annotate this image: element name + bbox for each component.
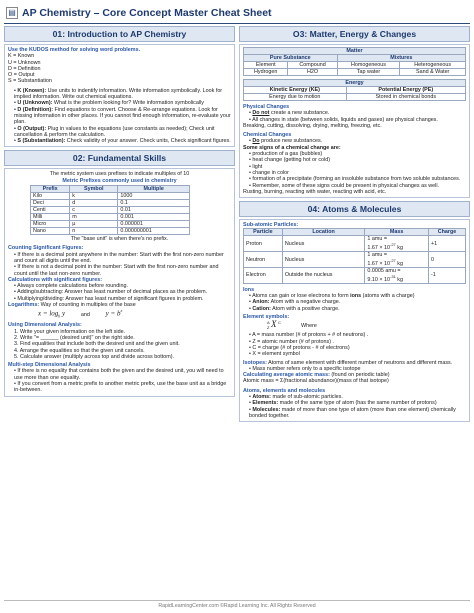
ions-title: Ions	[243, 286, 255, 293]
metric-cell: 0.1	[118, 200, 190, 207]
matter-head: Matter	[244, 48, 466, 55]
kudos-detail: • O (Output): Plug in values to the equations (use constants as needed); Check unit cancellation & perform the calculation.	[14, 125, 215, 138]
kudos-detail: • S (Substantiation): Check validity of your answer. Check units, Check significant figures.	[14, 138, 231, 145]
kudos-item: K = Known	[8, 53, 35, 60]
kudos-item: O = Output	[8, 72, 35, 79]
chem-sign: • heat change (getting hot or cold)	[249, 157, 331, 164]
particle: Neutron	[244, 252, 283, 268]
chem-rule: • Do produce new substances.	[249, 138, 323, 145]
subatomic-row	[244, 268, 466, 284]
metric-cell: k	[70, 193, 118, 200]
chem-sign: • Remember, some of these signs could be present in physical changes as well.	[249, 182, 440, 189]
chem-sign: • production of a gas (bubbles)	[249, 151, 323, 158]
symbol-def: • Z = atomic number (# of protons) .	[249, 338, 335, 345]
mass: 0.0005 amu = $9.10 \times 10^{-31}$ kg	[365, 268, 429, 284]
metric-row	[31, 221, 190, 228]
metric-cell: Milli	[31, 214, 70, 221]
multistep-rule: • If you convert from a metric prefix to another metric prefix, use the base unit as a bridge in-between.	[14, 381, 227, 394]
signs-list	[243, 151, 466, 189]
log-formula: $x = \log_b y$ and $y = b^x$	[38, 308, 123, 320]
logarithms: Logarithms: Way of counting in multiples of the base	[8, 302, 136, 309]
kudos-detail: • U (Unknown): What is the problem looking for? Write information symbolically	[14, 100, 204, 107]
mass: 1 amu = $1.67 \times 10^{-27}$ kg	[365, 236, 429, 252]
metric-row	[31, 214, 190, 221]
section-04-body	[239, 219, 470, 422]
charge: 0	[429, 252, 466, 268]
section-03-body	[239, 44, 470, 198]
dim-analysis-title: Using Dimensional Analysis:	[8, 322, 82, 329]
isotope-bullet: • Mass number refers only to a specific isotope	[249, 365, 361, 372]
section-02-body	[4, 168, 235, 396]
metric-intro: The metric system uses prefixes to indicate multiples of 10	[49, 171, 190, 178]
mass: 1 amu = $1.67 \times 10^{-27}$ kg	[365, 252, 429, 268]
calc-sig-list	[8, 283, 231, 302]
sig-rule-1: • If there is a decimal point anywhere in the number: Start with the first non-zero number and count all digits until the end.	[14, 251, 224, 264]
metric-cell: m	[70, 214, 118, 221]
element-symbols-title: Element symbols:	[243, 314, 290, 321]
symbol-def: • A = mass number (# of protons + # of neutrons) .	[249, 332, 369, 339]
kudos-item: S = Substantiation	[8, 78, 52, 85]
kudos-detail: • K (Known): Use units to indentify information. Write information symbolically. Look for implied information. Write out chemical equations.	[14, 87, 223, 101]
ion-rule: • Anion: Atom with a negative charge.	[249, 299, 341, 306]
dim-step: 3. Find equalities that include both the desired unit and the given unit.	[14, 341, 180, 348]
energy-head: Energy	[244, 80, 466, 87]
dim-step: 5. Calculate answer (multiply across top and divide across bottom).	[14, 353, 174, 360]
average-atomic-mass: Calculating average atomic mass: (found on periodic table)	[243, 372, 390, 379]
section-01-title: 01: Introduction to AP Chemistry	[4, 26, 235, 42]
metric-cell: Micro	[31, 221, 70, 228]
symbol-def: • X = element symbol	[249, 351, 300, 358]
section-03-title: O3: Matter, Energy & Changes	[239, 26, 470, 42]
sig-rule-2: • If there is not a decimal point in the number: Start with the first non-zero number and count until the last non-zero number.	[14, 264, 219, 277]
chem-sign: • light	[249, 163, 263, 170]
dim-step: 1. Write your given information on the left side.	[14, 328, 126, 335]
metric-cell: d	[70, 200, 118, 207]
right-column	[239, 26, 470, 425]
aem-rule: • Atoms: made of sub-atomic particles.	[249, 394, 343, 400]
metric-prefix-table	[30, 185, 190, 235]
dim-step: 2. Write "= ______ (desired unit)" on the right side.	[14, 334, 135, 341]
metric-row	[31, 228, 190, 235]
charge: -1	[429, 268, 466, 284]
physical-rule: • Do not create a new substance.	[249, 110, 330, 117]
calc-rule: • Always complete calculations before rounding.	[14, 283, 128, 290]
metric-cell: 0.000000001	[118, 228, 190, 235]
multistep-rule: • If there is no equality that contains both the given and the desired unit, you will need to use more than one equality.	[14, 368, 224, 381]
metric-row	[31, 200, 190, 207]
metric-row	[31, 193, 190, 200]
metric-cell: Deci	[31, 200, 70, 207]
subatomic-row	[244, 236, 466, 252]
particle: Proton	[244, 236, 283, 252]
metric-cell: 0.000001	[118, 221, 190, 228]
mixtures-head: Mixtures	[337, 55, 465, 62]
kudos-details	[8, 88, 231, 145]
physical-changes-list	[243, 110, 466, 123]
chem-sign: • change in color	[249, 169, 289, 176]
section-01-body	[4, 44, 235, 147]
ion-rule: • Cation: Atom with a positive charge.	[249, 305, 340, 312]
location: Nucleus	[282, 252, 365, 268]
section-04-title: 04: Atoms & Molecules	[239, 201, 470, 217]
element-symbol-list	[243, 332, 466, 357]
aem-title: Atoms, elements and molecules	[243, 387, 326, 394]
kudos-item: D = Definition	[8, 65, 41, 72]
metric-table-title: Metric Prefixes commonly used in chemistry	[62, 177, 177, 184]
kudos-list	[8, 53, 231, 84]
ions-list	[243, 293, 466, 312]
col-multiple: Multiple	[118, 186, 190, 193]
metric-cell: 0.01	[118, 207, 190, 214]
metric-cell: Kilo	[31, 193, 70, 200]
aem-rule: • Elements: made of the same type of atom (has the same number of protons)	[249, 400, 437, 407]
sig-fig-title: Counting Significant Figures:	[8, 245, 84, 252]
metric-cell: 1000	[118, 193, 190, 200]
signs-title: Some signs of a chemical change are:	[243, 144, 341, 151]
section-02-title: 02: Fundamental Skills	[4, 150, 235, 166]
charge: +1	[429, 236, 466, 252]
metric-cell: n	[70, 228, 118, 235]
chem-sign: • formation of a precipitate (forming an insoluble substance from two soluble substances.	[249, 176, 461, 183]
metric-cell: Nano	[31, 228, 70, 235]
energy-table: Energy Kinetic Energy (KE) Potential Energy (PE) Energy due to motion Stored in chemical bonds	[243, 79, 466, 101]
physical-examples: Breaking, cutting, dissolving, drying, melting, freezing, etc.	[243, 122, 382, 129]
aem-list	[243, 394, 466, 419]
left-column	[4, 26, 235, 425]
subatomic-row	[244, 252, 466, 268]
symbol-def: • C = charge (# of protons - # of electrons)	[249, 344, 350, 351]
cheat-sheet-page	[4, 3, 470, 609]
metric-cell: c	[70, 207, 118, 214]
document-icon: ▤	[6, 7, 18, 19]
aem-rule: • Molecules: made of more than one type of atom (more than one element) chemically bonded together.	[249, 406, 456, 419]
location: Nucleus	[282, 236, 365, 252]
location: Outside the nucleus	[282, 268, 365, 284]
particle: Electron	[244, 268, 283, 284]
kudos-item: U = Unknown	[8, 59, 41, 66]
multistep-title: Multi-step Dimensional Analysis	[8, 362, 91, 369]
subatomic-title: Sub-atomic Particles:	[243, 222, 299, 229]
chemical-changes-title: Chemical Changes	[243, 132, 292, 139]
col-prefix: Prefix	[31, 186, 70, 193]
metric-cell: 0.001	[118, 214, 190, 221]
subatomic-table: Particle Location Mass Charge Proton Nucleus 1 amu = $1.67 \times 10^{-27}$ kg +1 Neutron Nucleus 1 amu = $1.67 \times 10^{-27}$ kg 0 Electron Outside the nucleus 0.0005 amu = $9.10 \times 10^{-31}$ kg -1	[243, 228, 466, 283]
matter-table: Matter Pure Substance Mixtures Element Compound Homogeneous Heterogeneous Hydrogen H2O Tap water Sand & Water	[243, 47, 466, 76]
multistep-list	[8, 368, 231, 393]
dim-step: 4. Arrange the equalities so that the given unit cancels.	[14, 347, 145, 354]
metric-cell: Centi	[31, 207, 70, 214]
dim-analysis-list	[8, 329, 231, 360]
footer: RapidLearningCenter.com ©Rapid Learning Inc. All Rights Reserved	[4, 600, 470, 609]
physical-rule: • All changes in state (between solids, liquids and gases) are physical changes.	[249, 116, 438, 123]
chemical-examples: Rusting, burning, reacting with water, reacting with acid, etc.	[243, 188, 387, 195]
page-title: AP Chemistry – Core Concept Master Cheat Sheet	[22, 7, 272, 19]
kudos-detail: • D (Definition): Find equations to convert. Choose & Re-arrange equations. Look for missing information in other places. If you cannot find enough information, re-evaluate your plan.	[14, 106, 231, 126]
kudos-intro: Use the KUDOS method for solving word problems.	[8, 47, 141, 53]
ion-rule: • Atoms can gain or lose electrons to form ions (atoms with a charge)	[249, 293, 415, 300]
calc-sig-title: Calculations with significant figures:	[8, 276, 103, 283]
col-symbol: Symbol	[70, 186, 118, 193]
average-atomic-mass-formula: Atomic mass = Σ(fractional abundance)(mass of that isotope)	[243, 378, 389, 385]
base-unit-note: The "base unit" is when there's no prefix.	[70, 236, 169, 243]
calc-rule: • Multiplying/dividing: Answer has least number of significant figures in problem.	[14, 295, 204, 302]
pure-head: Pure Substance	[244, 55, 338, 62]
metric-cell: µ	[70, 221, 118, 228]
element-symbol-notation: A Z X C Where	[267, 319, 317, 331]
header	[4, 3, 470, 24]
calc-rule: • Adding/subtracting: Answer has least number of decimal places as the problem.	[14, 289, 208, 296]
metric-row	[31, 207, 190, 214]
isotopes: Isotopes: Atoms of same element with different number of neutrons and different mass.	[243, 359, 453, 366]
physical-changes-title: Physical Changes	[243, 104, 290, 110]
